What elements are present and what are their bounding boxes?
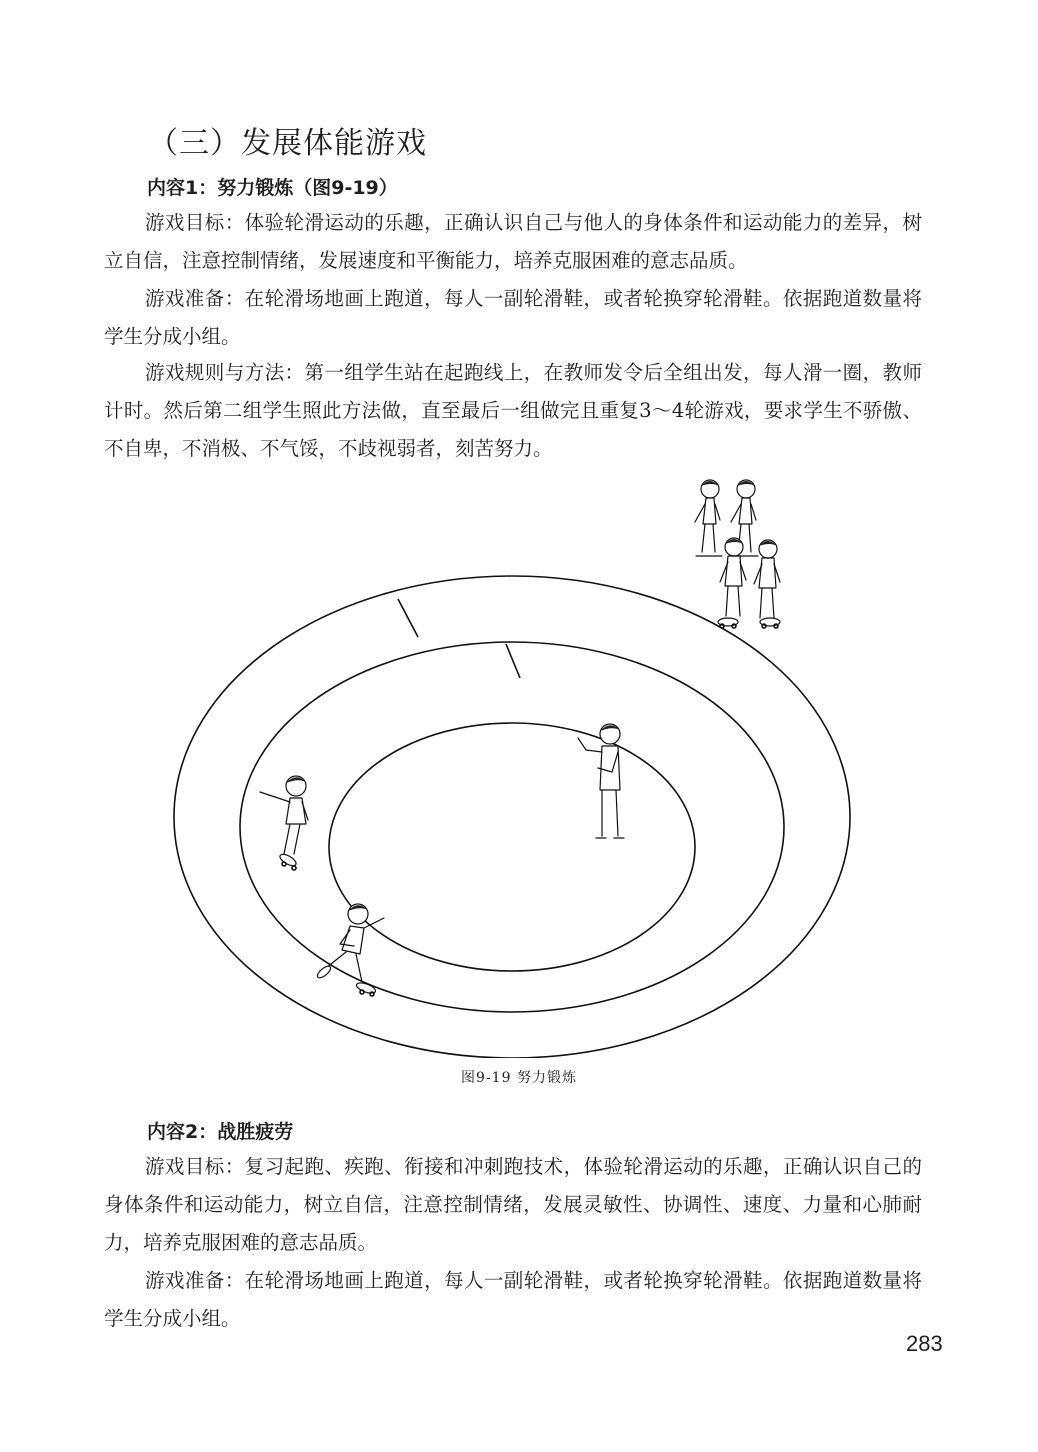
- waiting-skaters-group: [695, 480, 780, 628]
- content-1-heading: 内容1：努力锻炼（图9-19）: [147, 177, 398, 199]
- figure-caption: 图9-19 努力锻炼: [461, 1070, 577, 1086]
- waiting-skater-1: [695, 480, 722, 556]
- start-line-outer: [398, 599, 418, 637]
- content-2-preparation: 游戏准备：在轮滑场地画上跑道，每人一副轮滑鞋，或者轮换穿轮滑鞋。依据跑道数量将学生分成小组。: [104, 1269, 922, 1330]
- track-illustration: [160, 468, 880, 1058]
- start-line-inner: [506, 644, 520, 678]
- inner-track-line: [329, 723, 695, 971]
- content-1-goal: 游戏目标：体验轮滑运动的乐趣，正确认识自己与他人的身体条件和运动能力的差异，树立自信，注意控制情绪，发展速度和平衡能力，培养克服困难的意志品质。: [104, 211, 922, 272]
- page-number: 283: [906, 1331, 943, 1356]
- skater-outer-lane: [316, 904, 384, 996]
- content-2-heading: 内容2：战胜疲劳: [147, 1121, 294, 1143]
- content-1-rules: 游戏规则与方法：第一组学生站在起跑线上，在教师发令后全组出发，每人滑一圈，教师计时。然后第二组学生照此方法做，直至最后一组做完且重复3～4轮游戏，要求学生不骄傲、不自卑，不消极、不气馁，不歧视弱者，刻苦努力。: [104, 361, 922, 460]
- outer-track-line: [174, 576, 850, 1058]
- waiting-skater-3: [718, 538, 746, 628]
- section-title: （三）发展体能游戏: [148, 126, 427, 161]
- content-1-preparation: 游戏准备：在轮滑场地画上跑道，每人一副轮滑鞋，或者轮换穿轮滑鞋。依据跑道数量将学生分成小组。: [104, 287, 922, 348]
- content-2-goal: 游戏目标：复习起跑、疾跑、衔接和冲刺跑技术，体验轮滑运动的乐趣，正确认识自己的身体条件和运动能力，树立自信，注意控制情绪，发展灵敏性、协调性、速度、力量和心肺耐力，培养克服困难的意志品质。: [104, 1155, 922, 1254]
- middle-track-line: [240, 642, 784, 1012]
- waiting-skater-4: [754, 540, 780, 628]
- teacher-figure: [578, 724, 624, 838]
- skater-middle-lane: [260, 776, 308, 870]
